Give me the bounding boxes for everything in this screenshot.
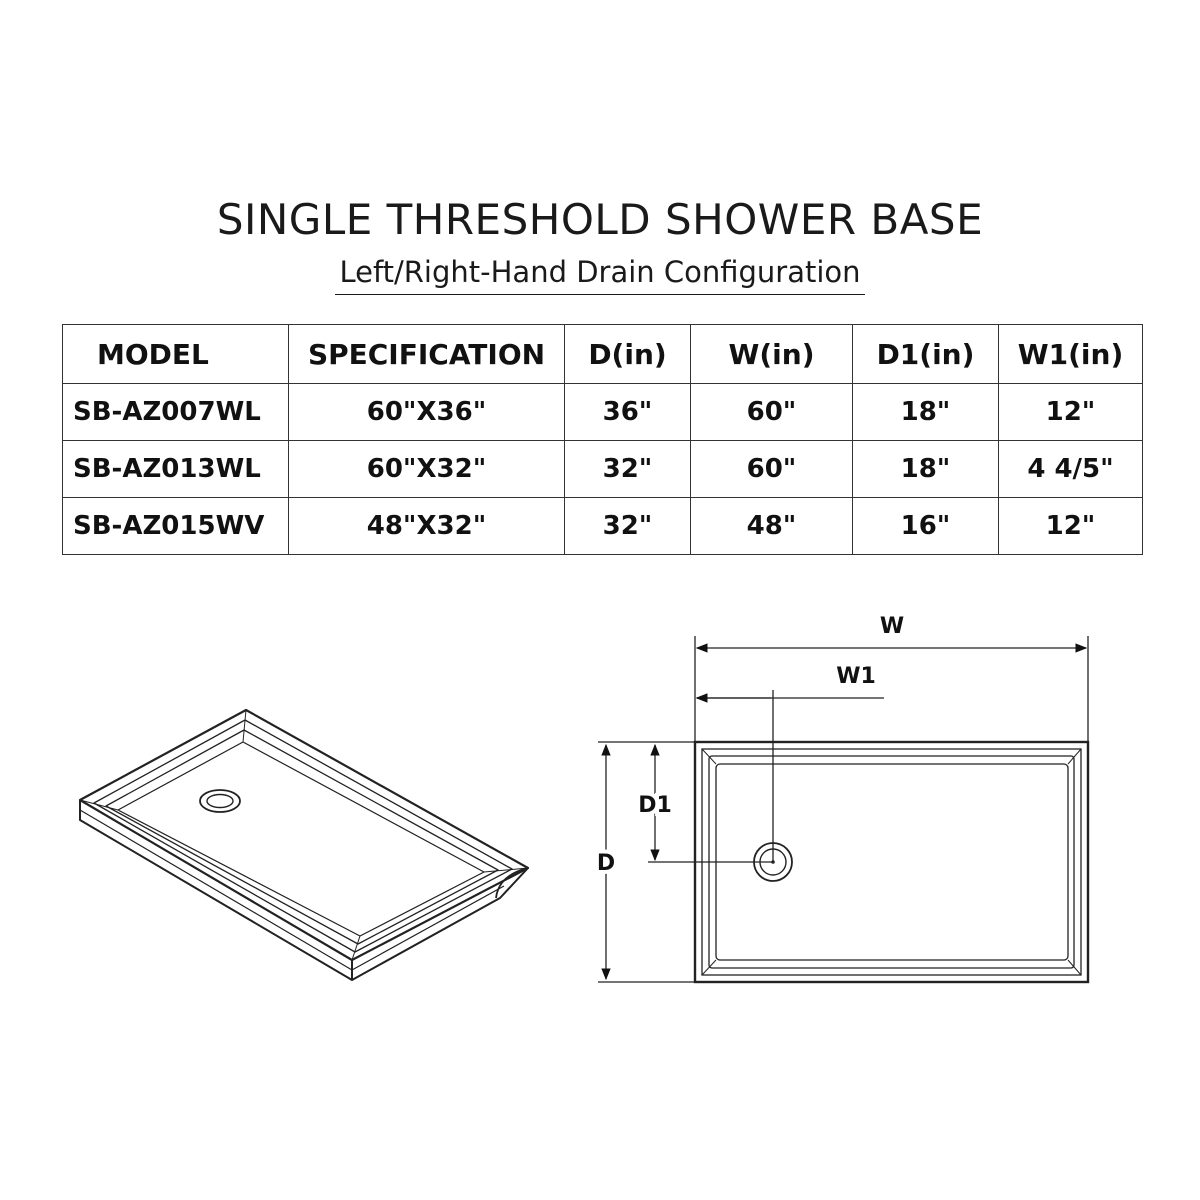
cell-model: SB-AZ007WL [63, 384, 289, 441]
header-d1: D1(in) [853, 325, 999, 384]
cell-d1: 16" [853, 498, 999, 555]
cell-w: 60" [691, 384, 853, 441]
cell-w: 60" [691, 441, 853, 498]
header-specification: SPECIFICATION [289, 325, 565, 384]
label-w1: W1 [836, 664, 876, 689]
cell-d: 36" [565, 384, 691, 441]
cell-specification: 60"X36" [289, 384, 565, 441]
header-w1: W1(in) [999, 325, 1143, 384]
cell-w1: 12" [999, 498, 1143, 555]
header-w: W(in) [691, 325, 853, 384]
shower-base-isometric [80, 710, 528, 980]
page-title: SINGLE THRESHOLD SHOWER BASE [216, 195, 984, 244]
cell-w1: 4 4/5" [999, 441, 1143, 498]
header-d: D(in) [565, 325, 691, 384]
cell-d: 32" [565, 498, 691, 555]
cell-w: 48" [691, 498, 853, 555]
cell-d: 32" [565, 441, 691, 498]
cell-w1: 12" [999, 384, 1143, 441]
cell-d1: 18" [853, 384, 999, 441]
cell-d1: 18" [853, 441, 999, 498]
cell-model: SB-AZ013WL [63, 441, 289, 498]
dimension-w [695, 636, 1088, 742]
cell-specification: 60"X32" [289, 441, 565, 498]
page-subtitle: Left/Right-Hand Drain Configuration [335, 254, 864, 295]
label-d1: D1 [638, 793, 672, 818]
header-model: MODEL [63, 325, 289, 384]
cell-specification: 48"X32" [289, 498, 565, 555]
label-d: D [596, 851, 616, 876]
label-w: W [879, 614, 905, 639]
cell-model: SB-AZ015WV [63, 498, 289, 555]
